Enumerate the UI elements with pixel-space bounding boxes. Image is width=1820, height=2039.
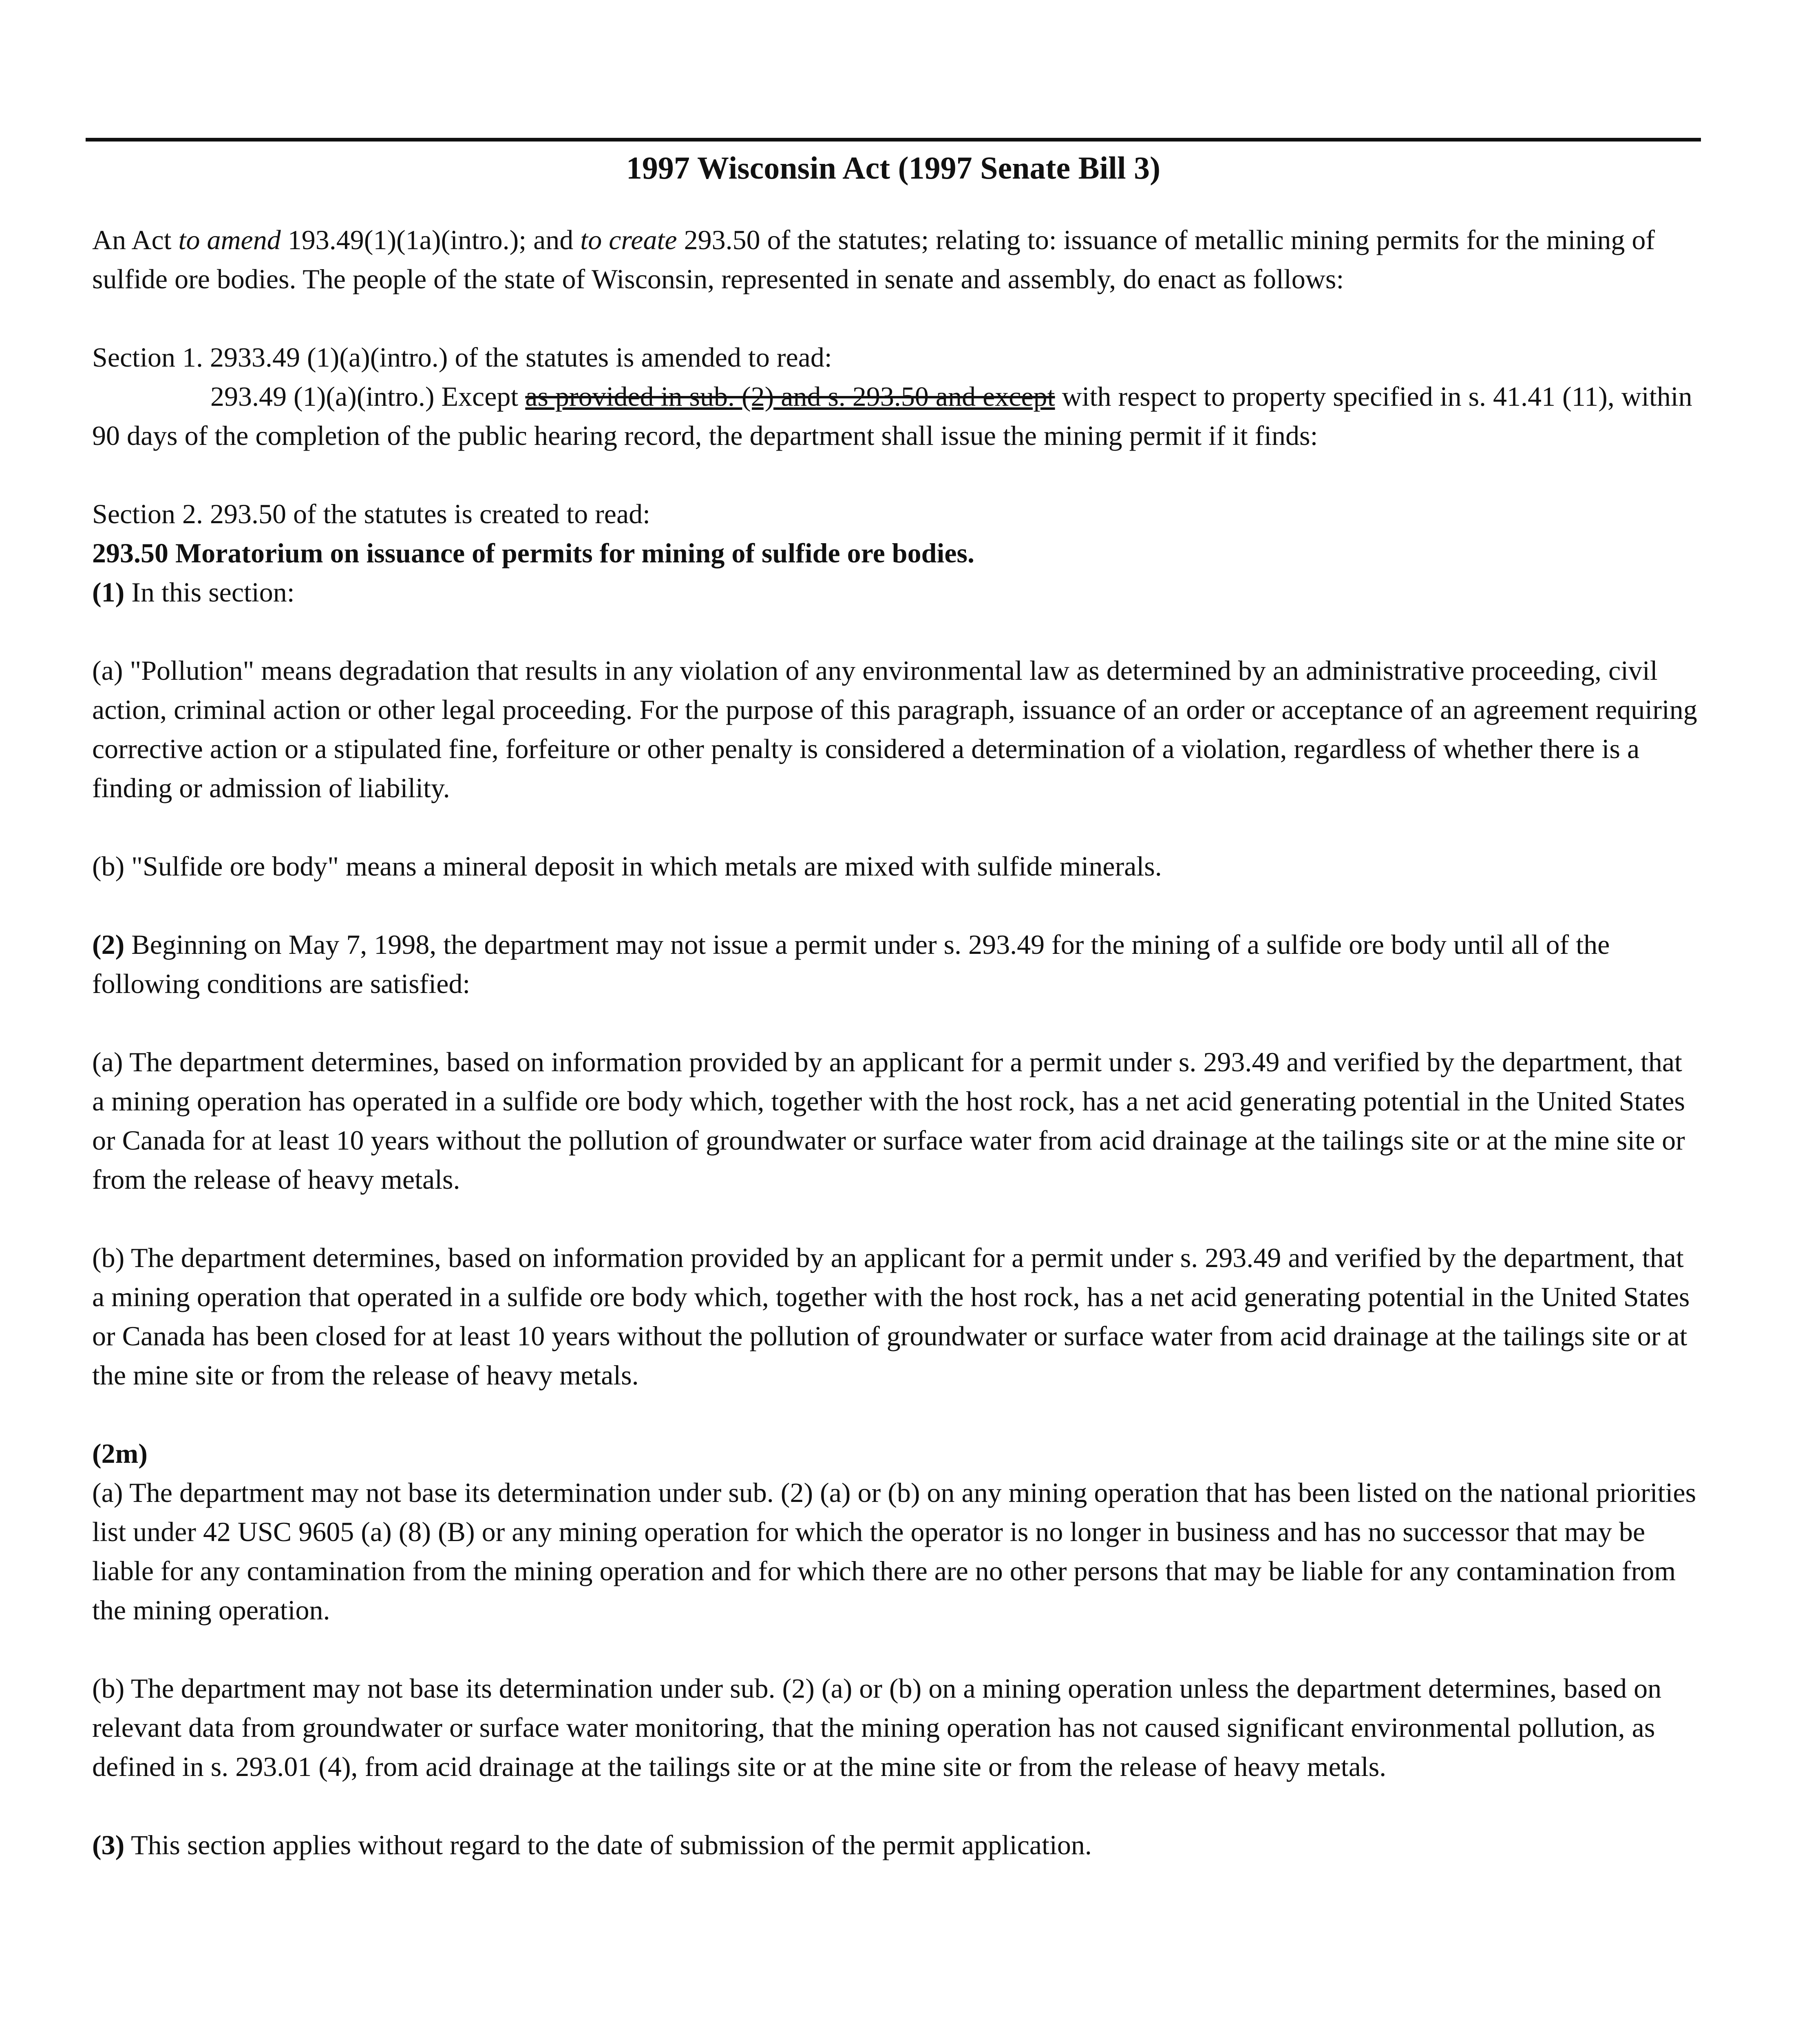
subsection-text: In this section: <box>124 577 295 608</box>
preamble-text: 193.49(1)(1a)(intro.); and <box>281 224 581 255</box>
paragraph-2a: (a) The department determines, based on information provided by an applicant for a permit under s. 293.49 and verified by the department, that a mining operation has operated in a sulfide ore body which, together with the host rock, has a net acid generating potential in the United States or Canada for at least 10 years without the pollution of groundwater or surface water from acid drainage at the tailings site or at the mine site or from the release of heavy metals. <box>92 1046 1685 1195</box>
section-1-text: 293.49 (1)(a)(intro.) Except <box>210 381 526 412</box>
subsection-text: Beginning on May 7, 1998, the department may not issue a permit under s. 293.49 for the mining of a sulfide ore body until all of the following conditions are satisfied: <box>92 929 1610 999</box>
top-rule <box>86 138 1701 142</box>
subsection-1 <box>92 573 1699 612</box>
subsection-label: (2) <box>92 929 125 960</box>
paragraph-2m-b: (b) The department may not base its determination under sub. (2) (a) or (b) on a mining operation unless the department determines, based on relevant data from groundwater or surface water monitoring, that the mining operation has not caused significant environmental pollution, as defined in s. 293.01 (4), from acid drainage at the tailings site or at the mine site or from the release of heavy metals. <box>92 1673 1662 1782</box>
document-body <box>92 220 1699 1864</box>
preamble-create: to create <box>580 224 677 255</box>
page-title: 1997 Wisconsin Act (1997 Senate Bill 3) <box>626 150 1161 186</box>
subsection-label: (3) <box>92 1829 125 1860</box>
preamble-text: 293.50 of the statutes; relating to: issuance of metallic mining permits for the mining of sulfide ore bodies. The people of the state of Wisconsin, represented in senate and assembly, do enact as follows: <box>92 224 1655 294</box>
subsection-3 <box>92 1825 1699 1864</box>
subsection-2 <box>92 925 1699 1003</box>
subsection-label: (1) <box>92 577 125 608</box>
paragraph-2m-a: (a) The department may not base its determination under sub. (2) (a) or (b) on any mining operation that has been listed on the national priorities list under 42 USC 9605 (a) (8) (B) or any mining operation for which the operator is no longer in business and has no successor that may be liable for any contamination from the mining operation and for which there are no other persons that may be liable for any contamination from the mining operation. <box>92 1477 1696 1625</box>
section-2-subtitle: 293.50 Moratorium on issuance of permits for mining of sulfide ore bodies. <box>92 537 974 568</box>
subsection-2m-label: (2m) <box>92 1438 148 1469</box>
subsection-text: This section applies without regard to the date of submission of the permit application. <box>124 1829 1092 1860</box>
paragraph-1a: (a) "Pollution" means degradation that results in any violation of any environmental law as determined by an administrative proceeding, civil action, criminal action or other legal proceeding. For the purpose of this paragraph, issuance of an order or acceptance of an agreement requiring corrective action or a stipulated fine, forfeiture or other penalty is considered a determination of a violation, regardless of whether there is a finding or admission of liability. <box>92 655 1697 803</box>
section-1-heading: Section 1. 2933.49 (1)(a)(intro.) of the statutes is amended to read: <box>92 342 832 373</box>
section-2-heading: Section 2. 293.50 of the statutes is created to read: <box>92 498 651 529</box>
preamble-amend: to amend <box>178 224 281 255</box>
preamble <box>92 220 1699 299</box>
section-1-body <box>92 377 1699 455</box>
preamble-text: An Act <box>92 224 179 255</box>
section-1-text: with respect to property specified in s. 41.41 (11), within 90 days of the completion of the public hearing record, the department shall issue the mining permit if it finds: <box>92 381 1692 451</box>
struck-text: as provided in sub. (2) and s. 293.50 and except <box>525 381 1055 412</box>
paragraph-2b: (b) The department determines, based on information provided by an applicant for a permit under s. 293.49 and verified by the department, that a mining operation that operated in a sulfide ore body which, together with the host rock, has a net acid generating potential in the United States or Canada has been closed for at least 10 years without the pollution of groundwater or surface water from acid drainage at the tailings site or at the mine site or from the release of heavy metals. <box>92 1242 1690 1391</box>
paragraph-1b: (b) "Sulfide ore body" means a mineral deposit in which metals are mixed with sulfide minerals. <box>92 851 1162 882</box>
